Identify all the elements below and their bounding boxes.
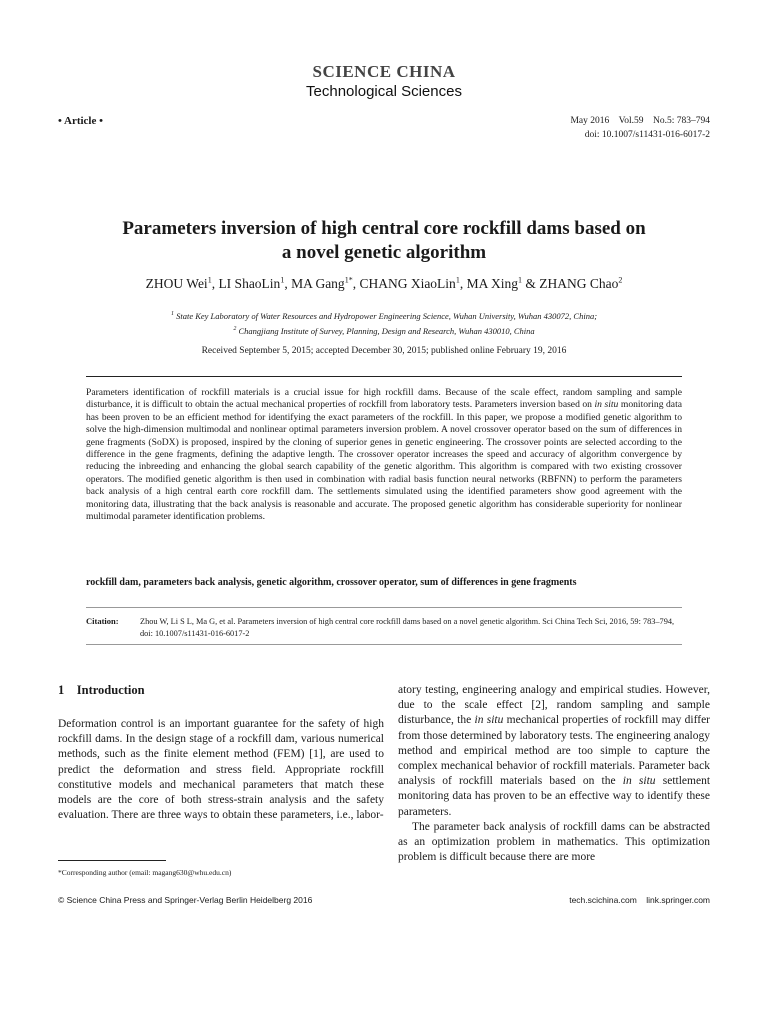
author-name: ZHOU Wei [145, 275, 208, 291]
author-affil-mark: 2 [618, 275, 623, 284]
author-separator: , [352, 275, 360, 291]
author-separator: , [459, 275, 467, 291]
paragraph: Deformation control is an important guarantee for the safety of high rockfill dams. In the design stage of a rockfill dam, various numerical methods, such as the finite element method (FEM) [1], are used to predict the deformation and stress field. Appropriate rockfill constitutive models and mechanical parameters that match these models are the core of both stress-strain analysis and the safety evaluation. There are three ways to obtain these parameters, i.e., labor- [58, 718, 384, 822]
author-affil-mark: 1 [455, 275, 460, 284]
author-affil-mark: 1* [344, 275, 353, 284]
article-type-tag: • Article • [58, 115, 103, 127]
affiliations [60, 308, 708, 338]
journal-name: SCIENCE CHINA [312, 62, 456, 81]
received-dates: Received September 5, 2015; accepted December 30, 2015; published online February 19, 2016 [201, 346, 567, 356]
author-affil-mark: 1 [207, 275, 212, 284]
affiliation-mark: 2 [233, 325, 237, 332]
paragraph-text: settlement monitoring data has proven to be an effective way to identify these parameters. [398, 775, 711, 818]
affiliation-text: Changjiang Institute of Survey, Planning, Design and Research, Wuhan 430010, China [238, 325, 535, 336]
author-name: LI ShaoLin [218, 275, 281, 291]
paragraph-text: atory testing, engineering analogy and empirical studies. However, due to the scale effect [2], random sampling and sample disturbance, the [398, 684, 710, 727]
journal-subtitle: Technological Sciences [306, 83, 462, 100]
paragraph: The parameter back analysis of rockfill dams can be abstracted as an optimization problem in mathematics. This optimization problem is difficult because there are more [398, 820, 710, 864]
abstract-text: Parameters identification of rockfill materials is a crucial issue for high rockfill dams. Because of the scale effect, random sampling and sample disturbance, it is difficult to obtain the actual mechanical properties of rockfill from laboratory tests. Parameters inversion based on [86, 387, 682, 411]
abstract [86, 387, 682, 523]
right-column [398, 683, 710, 865]
author [291, 276, 359, 291]
affiliation [60, 308, 708, 323]
paragraph-text: mechanical properties of rockfill may differ from those determined by laboratory tests. The engineering analogy method and empirical method are too simple to capture the complex mechanical behavior of rockfill materials. Parameter back analysis of rockfill materials based on the [398, 714, 711, 788]
author-name: MA Xing [466, 275, 518, 291]
paper-title-line2: a novel genetic algorithm [281, 242, 487, 263]
paper-title [80, 217, 688, 265]
citation-label: Citation: [86, 616, 119, 626]
paragraph [398, 683, 710, 820]
copyright-footer: © Science China Press and Springer-Verlag Berlin Heidelberg 2016 [58, 895, 313, 905]
author [218, 276, 291, 291]
citation-text: Zhou W, Li S L, Ma G, et al. Parameters inversion of high central core rockfill dams based on a novel genetic algorithm. Sci China Tech Sci, 2016, 59: 783–794, doi: 10.1007/s11431-016-6017-2 [140, 617, 675, 638]
footer-links[interactable]: tech.scichina.com link.springer.com [569, 895, 710, 905]
citation-bottom-rule [86, 644, 682, 645]
doi-line[interactable]: doi: 10.1007/s11431-016-6017-2 [584, 130, 710, 140]
author-separator: , [284, 275, 292, 291]
author [146, 276, 219, 291]
author-affil-mark: 1 [517, 275, 522, 284]
paragraph-italic: in situ [622, 775, 656, 788]
corresponding-author-note: *Corresponding author (email: magang630@whu.edu.cn) [58, 868, 232, 877]
affiliation-mark: 1 [170, 311, 174, 317]
issue-meta [570, 114, 710, 142]
abstract-italic: in situ [594, 399, 619, 411]
author-affil-mark: 1 [280, 275, 285, 284]
paragraph-italic: in situ [474, 714, 504, 727]
paper-title-line1: Parameters inversion of high central core rockfill dams based on [122, 218, 646, 239]
footnote-rule [58, 860, 166, 861]
keywords: rockfill dam, parameters back analysis, genetic algorithm, crossover operator, sum of differences in gene fragments [86, 577, 577, 588]
issue-line: May 2016 Vol.59 No.5: 783–794 [570, 116, 710, 126]
section-heading: 1 Introduction [58, 683, 145, 697]
abstract-top-rule [86, 376, 682, 377]
author-name: CHANG XiaoLin [359, 275, 456, 291]
author [359, 276, 466, 291]
affiliation [60, 323, 708, 338]
author [467, 276, 540, 291]
citation-top-rule [86, 607, 682, 608]
author-separator: & [521, 275, 540, 291]
author [539, 276, 622, 291]
author-name: ZHANG Chao [539, 275, 619, 291]
left-column [58, 717, 384, 823]
author-separator: , [211, 275, 219, 291]
abstract-text: monitoring data has been proven to be an efficient method for identifying the exact parameters of the rockfill. In this paper, we propose a modified genetic algorithm to solve the high-dimension multimodal and nonlinear optimal parameters inversion problem. A novel crossover operator based on the sum of differences in gene fragments (SoDX) is proposed, inspired by the cloning of superior genes in genetic engineering. The crossover points are selected according to the difference in the gene fragments, defining the adaptive length. The crossover operator increases the speed and accuracy of algorithm convergence by reducing the inbreeding and enhancing the global search capability of the genetic algorithm. This algorithm is compared with two existing crossover operators. The modified genetic algorithm is then used in combination with radial basis function neural networks (RBFNN) to perform the parameters back analysis of a high central earth core rockfill dam. The settlements simulated using the identified parameters show good agreement with the monitoring data, illustrating that the back analysis is reasonable and accurate. The proposed genetic algorithm has considerable superiority for nonlinear multimodal parameter identification problems. [86, 399, 682, 523]
affiliation-text: State Key Laboratory of Water Resources and Hydropower Engineering Science, Wuhan University, Wuhan 430072, China; [176, 310, 598, 321]
author-name: MA Gang [291, 275, 345, 291]
author-list [60, 275, 708, 292]
